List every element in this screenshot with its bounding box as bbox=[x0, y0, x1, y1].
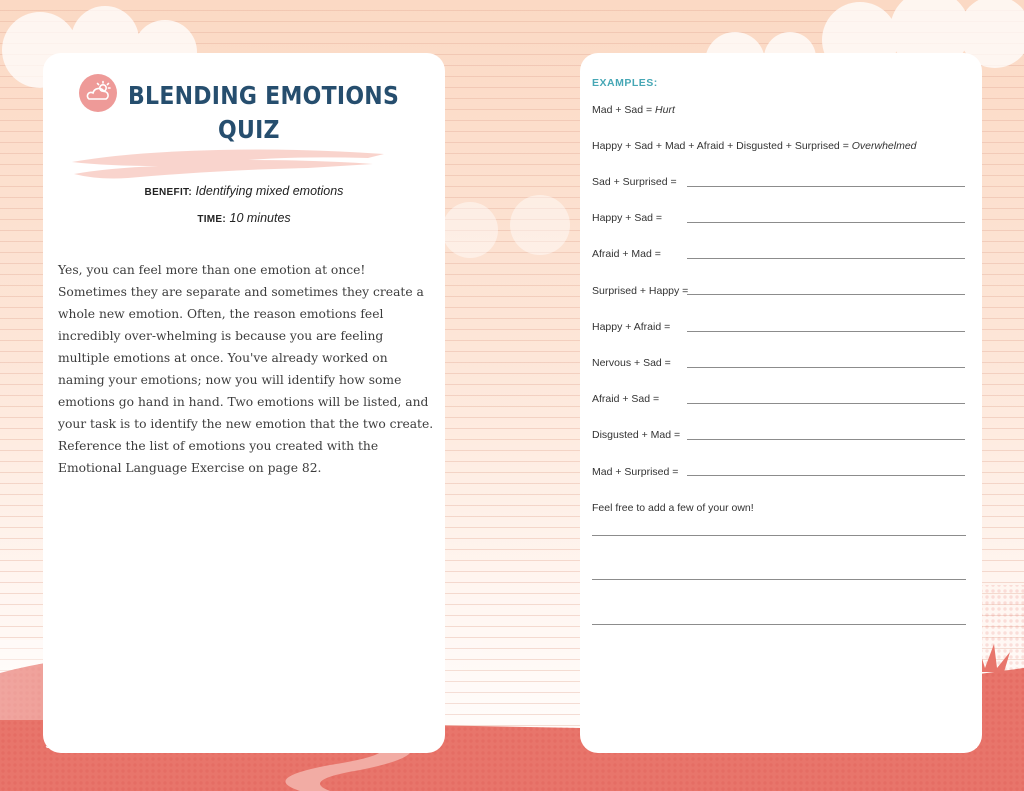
example-1-answer: Hurt bbox=[655, 104, 675, 116]
right-running-title: MANAGING EMOTIONS bbox=[824, 740, 943, 751]
cloud-sun-icon bbox=[79, 74, 117, 112]
quiz-item-3: Afraid + Mad = bbox=[592, 248, 661, 260]
answer-line-6[interactable] bbox=[687, 367, 965, 368]
instructions-paragraph: Yes, you can feel more than one emotion at once! Sometimes they are separate and sometimes they create a whole new emotion. Often, the reason emotions feel incredibly over-whelming is because you are feeling multiple emotions at once. You've already worked on naming your emotions; now you will identify how some emotions go hand in hand. Two emotions will be listed, and your task is to identify the new emotion that the two create. Reference the list of emotions you created with the Emotional Language Exercise on page 82. bbox=[58, 263, 434, 475]
quiz-item-9: Mad + Surprised = bbox=[592, 466, 679, 478]
quiz-item-6: Nervous + Sad = bbox=[592, 357, 671, 369]
example-2-answer: Overwhelmed bbox=[851, 140, 917, 152]
quiz-item-7: Afraid + Sad = bbox=[592, 393, 660, 405]
right-page-number: 91 bbox=[963, 737, 978, 751]
example-2-equation: Happy + Sad + Mad + Afraid + Disgusted + Surprised = bbox=[592, 140, 849, 152]
time-line bbox=[43, 211, 445, 225]
time-value: 10 minutes bbox=[229, 211, 291, 225]
quiz-item-4: Surprised + Happy = bbox=[592, 285, 689, 297]
page-title-line-2: QUIZ bbox=[218, 115, 280, 144]
quiz-item-8: Disgusted + Mad = bbox=[592, 429, 681, 441]
quiz-item-1: Sad + Surprised = bbox=[592, 176, 677, 188]
benefit-label: BENEFIT: bbox=[144, 187, 192, 198]
own-answer-line-2[interactable] bbox=[592, 579, 966, 580]
example-1-equation: Mad + Sad = bbox=[592, 104, 653, 116]
left-footer bbox=[45, 737, 262, 751]
own-answer-line-1[interactable] bbox=[592, 535, 966, 536]
example-1 bbox=[592, 104, 675, 116]
answer-line-5[interactable] bbox=[687, 331, 965, 332]
answer-line-7[interactable] bbox=[687, 403, 965, 404]
examples-heading: EXAMPLES: bbox=[592, 77, 658, 89]
benefit-line bbox=[43, 184, 445, 198]
answer-line-9[interactable] bbox=[687, 475, 965, 476]
benefit-value: Identifying mixed emotions bbox=[195, 184, 344, 198]
page-title-line-1: BLENDING EMOTIONS bbox=[128, 81, 400, 110]
right-footer bbox=[824, 737, 978, 751]
answer-line-8[interactable] bbox=[687, 439, 965, 440]
answer-line-1[interactable] bbox=[687, 186, 965, 187]
left-page-number: 90 bbox=[45, 737, 60, 751]
answer-line-3[interactable] bbox=[687, 258, 965, 259]
own-answer-line-3[interactable] bbox=[592, 624, 966, 625]
quiz-item-5: Happy + Afraid = bbox=[592, 321, 671, 333]
example-2 bbox=[592, 140, 917, 152]
quiz-item-2: Happy + Sad = bbox=[592, 212, 663, 224]
time-label: TIME: bbox=[197, 214, 227, 225]
own-prompt: Feel free to add a few of your own! bbox=[592, 502, 754, 514]
brush-stroke-decoration bbox=[68, 142, 388, 182]
answer-line-2[interactable] bbox=[687, 222, 965, 223]
left-running-title: MINDFULNESS FOR TEEN ANXIETY bbox=[79, 740, 262, 751]
answer-line-4[interactable] bbox=[687, 294, 965, 295]
